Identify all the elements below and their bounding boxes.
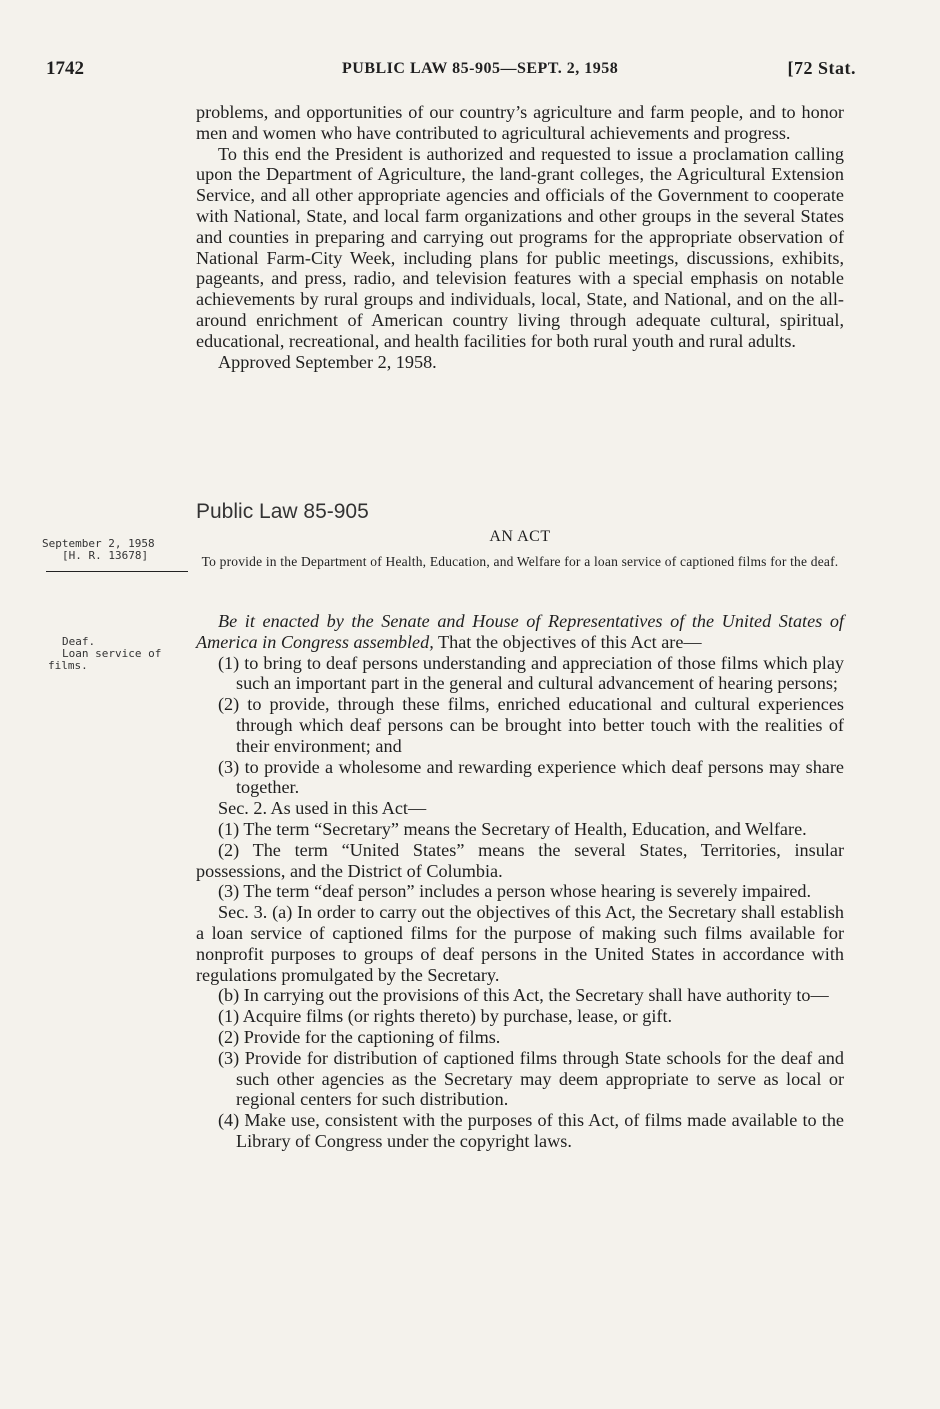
page-number: 1742 <box>46 58 84 79</box>
act-text <box>196 611 844 1152</box>
enacting-formula: Be it enacted by the Senate and House of Representatives of the United States of America in Congress assembled, <box>196 611 844 652</box>
margin-bill-number: [H. R. 13678] <box>62 549 149 562</box>
margin-date: September 2, 1958 <box>42 537 155 550</box>
running-title: PUBLIC LAW 85-905—SEPT. 2, 1958 <box>342 60 619 77</box>
public-law-title: Public Law 85-905 <box>196 500 369 523</box>
objective-3: (3) to provide a wholesome and rewarding experience which deaf persons may share together. <box>218 756 844 798</box>
enacting-rest: That the objectives of this Act are— <box>437 631 702 652</box>
preceding-text <box>196 102 844 372</box>
page-header <box>46 58 856 88</box>
approval-line: Approved September 2, 1958. <box>218 351 437 372</box>
section-3b: (b) In carrying out the provisions of this Act, the Secretary shall have authority to— <box>218 985 829 1006</box>
authority-3: (3) Provide for distribution of captioned films through State schools for the deaf and such other agencies as the Secretary may deem appropriate to serve as local or regional centers for such distribution. <box>218 1047 844 1110</box>
statutes-reference: [72 Stat. <box>787 58 856 78</box>
an-act-heading: AN ACT <box>489 528 551 545</box>
objective-1: (1) to bring to deaf persons understanding and appreciation of those films which play such an important part in the general and cultural advancement of hearing persons; <box>218 652 844 694</box>
definition-secretary: (1) The term “Secretary” means the Secretary of Health, Education, and Welfare. <box>218 818 807 839</box>
preceding-paragraph: problems, and opportunities of our country’s agriculture and farm people, and to honor men and women who have contributed to agricultural achievements and progress. <box>196 102 844 143</box>
margin-rule <box>46 571 188 572</box>
definition-deaf-person: (3) The term “deaf person” includes a person whose hearing is severely impaired. <box>218 881 812 902</box>
authority-1: (1) Acquire films (or rights thereto) by purchase, lease, or gift. <box>218 1006 673 1027</box>
margin-note-deaf: Deaf. <box>62 635 96 648</box>
act-description: To provide in the Department of Health, Education, and Welfare for a loan service of captioned films for the deaf. <box>201 554 839 569</box>
objective-2: (2) to provide, through these films, enriched educational and cultural experiences through which deaf persons can be brought into better touch with the realities of their environment; and <box>218 694 844 756</box>
definition-united-states: (2) The term “United States” means the several States, Territories, insular possessions, and the District of Columbia. <box>196 839 844 881</box>
authority-2: (2) Provide for the captioning of films. <box>218 1026 501 1047</box>
margin-note-loan: Loan service of <box>62 647 162 660</box>
authority-4: (4) Make use, consistent with the purposes of this Act, of films made available to the Library of Congress under the copyright laws. <box>218 1110 844 1151</box>
margin-note-films: films. <box>48 659 88 672</box>
proclamation-paragraph: To this end the President is authorized and requested to issue a proclamation calling upon the Department of Agriculture, the land-grant colleges, the Agricultural Extension Service, and all other appropriate agencies and officials of the Government to cooperate with National, State, and local farm organizations and other groups in the several States and counties in preparing and carrying out programs for the appropriate observation of National Farm-City Week, including plans for public meetings, discussions, exhibits, pageants, and press, radio, and television features with a special emphasis on notable achievements by rural groups and individuals, local, State, and National, and on the all-around enrichment of American country living through adequate cultural, spiritual, educational, recreational, and health facilities for both rural youth and rural adults. <box>196 143 844 351</box>
enacting-clause <box>196 611 844 653</box>
section-3a: Sec. 3. (a) In order to carry out the objectives of this Act, the Secretary shall establish a loan service of captioned films for the purpose of making such films available for nonprofit purposes to groups of deaf persons in the United States in accordance with regulations promulgated by the Secretary. <box>196 902 844 985</box>
section-2-heading: Sec. 2. As used in this Act— <box>218 798 427 819</box>
